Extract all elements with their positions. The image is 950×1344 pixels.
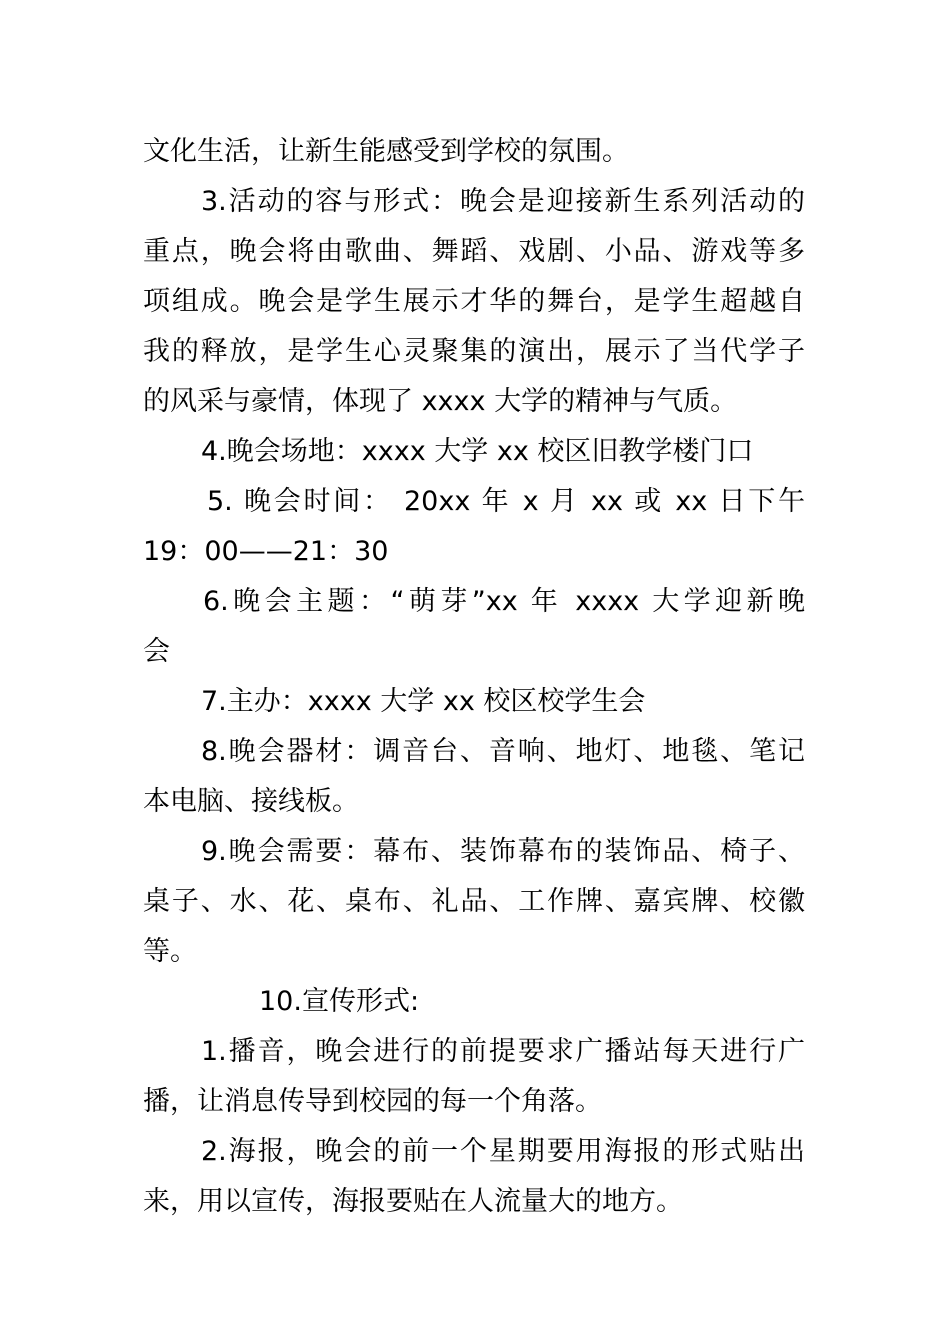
section-3-line: 3.活动的容与形式：晚会是迎接新生系列活动的	[201, 186, 805, 217]
text-line: 文化生活，让新生能感受到学校的氛围。	[143, 136, 629, 167]
text-line: 本电脑、接线板。	[143, 786, 359, 817]
text-line: 等。	[143, 936, 197, 967]
text-line: 会	[143, 636, 170, 667]
publicity-heading: 10.宣传形式:	[259, 986, 420, 1017]
needs-line: 9.晚会需要：幕布、装饰幕布的装饰品、椅子、	[201, 836, 805, 867]
time-range-line: 19：00——21：30	[143, 536, 389, 567]
organizer-line: 7.主办：xxxx 大学 xx 校区校学生会	[201, 686, 646, 717]
text-line: 重点，晚会将由歌曲、舞蹈、戏剧、小品、游戏等多	[143, 236, 805, 267]
text-line: 桌子、水、花、桌布、礼品、工作牌、嘉宾牌、校徽	[143, 886, 805, 917]
theme-line: 6.晚会主题：“萌芽”xx 年 xxxx 大学迎新晚	[203, 586, 805, 617]
broadcast-line: 1.播音，晚会进行的前提要求广播站每天进行广	[201, 1036, 805, 1067]
poster-line: 2.海报，晚会的前一个星期要用海报的形式贴出	[201, 1136, 805, 1167]
text-line: 来，用以宣传，海报要贴在人流量大的地方。	[143, 1186, 683, 1217]
venue-line: 4.晚会场地：xxxx 大学 xx 校区旧教学楼门口	[201, 436, 754, 467]
equipment-line: 8.晚会器材：调音台、音响、地灯、地毯、笔记	[201, 736, 805, 767]
time-line: 5. 晚会时间： 20xx 年 x 月 xx 或 xx 日下午	[207, 486, 805, 517]
text-line: 我的释放，是学生心灵聚集的演出，展示了当代学子	[143, 336, 805, 367]
text-line: 播，让消息传导到校园的每一个角落。	[143, 1086, 602, 1117]
text-line: 的风采与豪情，体现了 xxxx 大学的精神与气质。	[143, 386, 738, 417]
text-line: 项组成。晚会是学生展示才华的舞台，是学生超越自	[143, 286, 805, 317]
